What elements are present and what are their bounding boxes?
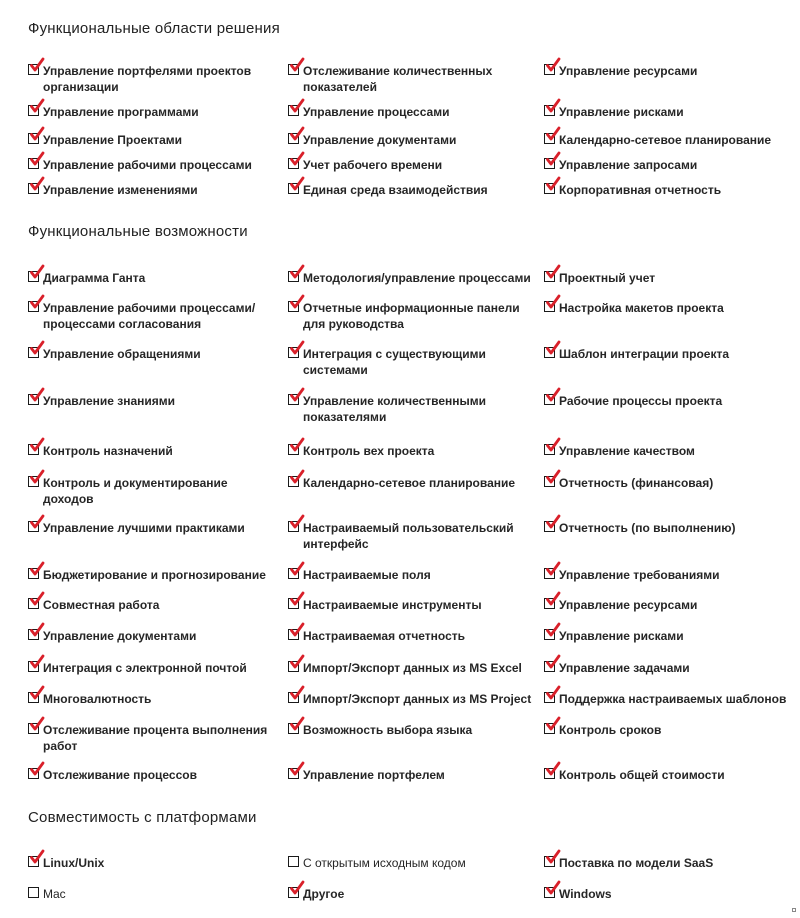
checked-box-icon[interactable] (544, 64, 555, 75)
checklist-item-label: Рабочие процессы проекта (559, 394, 723, 408)
checklist-item-label: Корпоративная отчетность (559, 183, 722, 197)
checked-box-icon[interactable] (544, 629, 555, 640)
checklist-item-label: Управление ресурсами (559, 598, 698, 612)
checked-box-icon[interactable] (544, 521, 555, 532)
checked-box-icon[interactable] (544, 768, 555, 779)
checklist-item-label: Управление изменениями (43, 183, 198, 197)
checked-box-icon[interactable] (288, 158, 299, 169)
checked-box-icon[interactable] (544, 661, 555, 672)
checklist-item-label: Возможность выбора языка (303, 723, 473, 737)
checklist-item-label: Контроль вех проекта (303, 444, 435, 458)
checklist-item-label: Управление лучшими практиками (43, 521, 245, 535)
checklist-item-label: Интеграция с существующими системами (303, 347, 486, 377)
checked-box-icon[interactable] (288, 723, 299, 734)
checklist-item[interactable] (28, 105, 278, 121)
checked-box-icon[interactable] (28, 105, 39, 116)
checklist-item-label: Управление рабочими процессами (43, 158, 252, 172)
checked-box-icon[interactable] (288, 629, 299, 640)
checked-box-icon[interactable] (544, 598, 555, 609)
checklist-item-label: Управление документами (43, 629, 197, 643)
checklist-item[interactable] (288, 347, 538, 378)
checked-box-icon[interactable] (544, 394, 555, 405)
checklist-item-label: Управление задачами (559, 661, 690, 675)
checklist-item-label: Единая среда взаимодействия (303, 183, 488, 197)
corner-marker (792, 908, 796, 912)
checklist-item[interactable] (288, 105, 538, 121)
checklist-item[interactable] (28, 598, 278, 614)
checklist-item-label: Отчетность (по выполнению) (559, 521, 736, 535)
checklist-item[interactable] (28, 887, 278, 903)
checklist-item-label: Windows (559, 887, 612, 901)
checklist-item[interactable] (288, 476, 538, 492)
checklist-item-label: Отслеживание процессов (43, 768, 197, 782)
checked-box-icon[interactable] (288, 476, 299, 487)
checklist-item[interactable] (28, 856, 278, 872)
checklist-item[interactable] (544, 568, 794, 584)
checked-box-icon[interactable] (288, 887, 299, 898)
checked-box-icon[interactable] (544, 856, 555, 867)
checklist-item-label: Контроль и документирование доходов (43, 476, 228, 506)
checked-box-icon[interactable] (288, 568, 299, 579)
checked-box-icon[interactable] (288, 301, 299, 312)
checked-box-icon[interactable] (28, 133, 39, 144)
checklist-item[interactable] (544, 692, 794, 708)
checklist-item[interactable] (544, 301, 794, 317)
checked-box-icon[interactable] (28, 347, 39, 358)
checked-box-icon[interactable] (28, 271, 39, 282)
checklist-item-label: Управление рисками (559, 629, 684, 643)
checklist-item[interactable] (28, 661, 278, 677)
checklist-item[interactable] (544, 105, 794, 121)
checked-box-icon[interactable] (288, 692, 299, 703)
checklist-item[interactable] (288, 768, 538, 784)
checked-box-icon[interactable] (28, 183, 39, 194)
checked-box-icon[interactable] (288, 64, 299, 75)
checked-box-icon[interactable] (28, 856, 39, 867)
checked-box-icon[interactable] (28, 394, 39, 405)
checklist-item[interactable] (544, 476, 794, 492)
checklist-item-label: Настраиваемая отчетность (303, 629, 466, 643)
checked-box-icon[interactable] (288, 183, 299, 194)
checklist-item-label: Linux/Unix (43, 856, 105, 870)
checked-box-icon[interactable] (28, 568, 39, 579)
checklist-item[interactable] (28, 521, 278, 537)
checklist-item[interactable] (28, 629, 278, 645)
checked-box-icon[interactable] (544, 347, 555, 358)
checklist-item-label: Календарно-сетевое планирование (559, 133, 772, 147)
checklist-item[interactable] (544, 183, 794, 199)
checked-box-icon[interactable] (544, 105, 555, 116)
checklist-item[interactable] (544, 347, 794, 363)
checklist-item-label: Управление требованиями (559, 568, 720, 582)
checklist-item-label: Бюджетирование и прогнозирование (43, 568, 266, 582)
checklist-item[interactable] (28, 133, 278, 149)
checklist-item-label: Импорт/Экспорт данных из MS Project (303, 692, 532, 706)
checklist-item-label: Методология/управление процессами (303, 271, 531, 285)
checked-box-icon[interactable] (544, 133, 555, 144)
checked-box-icon[interactable] (28, 158, 39, 169)
checked-box-icon[interactable] (28, 301, 39, 312)
checked-box-icon[interactable] (288, 598, 299, 609)
checklist-item[interactable] (288, 521, 538, 552)
checklist-item[interactable] (288, 629, 538, 645)
checklist-item-label: Настройка макетов проекта (559, 301, 724, 315)
checked-box-icon[interactable] (28, 723, 39, 734)
checklist-item[interactable] (288, 598, 538, 614)
checked-box-icon[interactable] (28, 629, 39, 640)
checklist-item[interactable] (288, 887, 538, 903)
checked-box-icon[interactable] (544, 692, 555, 703)
checklist-item-label: Календарно-сетевое планирование (303, 476, 516, 490)
section-title-platforms: Совместимость с платформами (28, 809, 257, 826)
checked-box-icon[interactable] (288, 347, 299, 358)
checked-box-icon[interactable] (28, 661, 39, 672)
checklist-item-label: Управление документами (303, 133, 457, 147)
checklist-item[interactable] (28, 476, 278, 507)
checked-box-icon[interactable] (544, 723, 555, 734)
checked-box-icon[interactable] (28, 692, 39, 703)
checklist-item[interactable] (288, 158, 538, 174)
checklist-item-label: Настраиваемые инструменты (303, 598, 482, 612)
checklist-item[interactable] (544, 629, 794, 645)
checked-box-icon[interactable] (28, 521, 39, 532)
checked-box-icon[interactable] (288, 768, 299, 779)
checklist-item-label: Управление обращениями (43, 347, 201, 361)
checklist-item-label: Другое (303, 887, 345, 901)
checklist-item-label: Отчетные информационные панели для руководства (303, 301, 520, 331)
checklist-item[interactable] (544, 723, 794, 739)
checklist-item[interactable] (288, 856, 538, 872)
checklist-item-label: Поддержка настраиваемых шаблонов (559, 692, 787, 706)
checklist-item[interactable] (28, 723, 278, 754)
checked-box-icon[interactable] (28, 476, 39, 487)
checked-box-icon[interactable] (288, 394, 299, 405)
checklist-item-label: Управление ресурсами (559, 64, 698, 78)
unchecked-box-icon[interactable] (28, 887, 39, 898)
checklist-item-label: Управление рисками (559, 105, 684, 119)
checked-box-icon[interactable] (544, 476, 555, 487)
checklist-item[interactable] (28, 183, 278, 199)
checked-box-icon[interactable] (28, 64, 39, 75)
checklist-item[interactable] (544, 856, 794, 872)
checklist-item-label: Совместная работа (43, 598, 160, 612)
checked-box-icon[interactable] (28, 768, 39, 779)
checklist-item-label: Управление процессами (303, 105, 450, 119)
checklist-item[interactable] (28, 271, 278, 287)
checked-box-icon[interactable] (288, 661, 299, 672)
checked-box-icon[interactable] (544, 158, 555, 169)
checklist-item[interactable] (28, 158, 278, 174)
checklist-item-label: Отслеживание количественных показателей (303, 64, 493, 94)
checklist-item-label: Проектный учет (559, 271, 656, 285)
checked-box-icon[interactable] (28, 598, 39, 609)
checked-box-icon[interactable] (288, 444, 299, 455)
checklist-item[interactable] (288, 723, 538, 739)
checklist-item[interactable] (544, 133, 794, 149)
checklist-item[interactable] (288, 568, 538, 584)
checklist-item-label: Управление Проектами (43, 133, 183, 147)
checklist-item[interactable] (544, 768, 794, 784)
checklist-item[interactable] (288, 271, 538, 287)
checklist-item-label: Контроль назначений (43, 444, 173, 458)
checklist-item[interactable] (28, 347, 278, 363)
checklist-item-label: Управление рабочими процессами/процессами согласования (43, 301, 256, 331)
checklist-item[interactable] (28, 444, 278, 460)
checked-box-icon[interactable] (544, 301, 555, 312)
checklist-item[interactable] (28, 64, 278, 95)
checklist-item[interactable] (28, 394, 278, 410)
checked-box-icon[interactable] (544, 568, 555, 579)
checklist-item[interactable] (544, 444, 794, 460)
unchecked-box-icon[interactable] (288, 856, 299, 867)
checklist-item[interactable] (544, 394, 794, 410)
checklist-item-label: Управление запросами (559, 158, 698, 172)
checklist-item-label: Контроль общей стоимости (559, 768, 725, 782)
checklist-item[interactable] (544, 158, 794, 174)
checked-box-icon[interactable] (544, 444, 555, 455)
checklist-item-label: Контроль сроков (559, 723, 662, 737)
checklist-item[interactable] (288, 133, 538, 149)
checklist-item-label: Поставка по модели SaaS (559, 856, 714, 870)
checklist-item[interactable] (544, 64, 794, 80)
checklist-item-label: Управление портфелем (303, 768, 445, 782)
checklist-item[interactable] (288, 692, 538, 708)
checklist-item-label: Шаблон интеграции проекта (559, 347, 730, 361)
checked-box-icon[interactable] (288, 271, 299, 282)
checked-box-icon[interactable] (28, 444, 39, 455)
checklist-item-label: Отчетность (финансовая) (559, 476, 714, 490)
checked-box-icon[interactable] (544, 887, 555, 898)
checklist-item-label: Mac (43, 887, 66, 901)
checklist-item[interactable] (288, 64, 538, 95)
checklist-item-label: Управление программами (43, 105, 199, 119)
checklist-item[interactable] (544, 887, 794, 903)
checklist-item[interactable] (288, 301, 538, 332)
checklist-item-label: С открытым исходным кодом (303, 856, 466, 870)
section-title-capabilities: Функциональные возможности (28, 223, 248, 240)
checked-box-icon[interactable] (288, 133, 299, 144)
checklist-item[interactable] (28, 768, 278, 784)
checklist-item-label: Управление знаниями (43, 394, 176, 408)
checklist-item[interactable] (28, 692, 278, 708)
checklist-item[interactable] (288, 183, 538, 199)
checklist-item-label: Управление портфелями проектов организации (43, 64, 252, 94)
checklist-item[interactable] (28, 568, 278, 584)
checklist-item-label: Многовалютность (43, 692, 152, 706)
checklist-item-label: Управление количественными показателями (303, 394, 487, 424)
checklist-item[interactable] (288, 661, 538, 677)
checklist-item[interactable] (288, 394, 538, 425)
checklist-item[interactable] (544, 521, 794, 537)
checklist-item-label: Настраиваемый пользовательский интерфейс (303, 521, 514, 551)
checked-box-icon[interactable] (288, 521, 299, 532)
checklist-item[interactable] (544, 661, 794, 677)
checklist-item-label: Интеграция с электронной почтой (43, 661, 247, 675)
checklist-item-label: Отслеживание процента выполнения работ (43, 723, 268, 753)
checklist-item-label: Управление качеством (559, 444, 695, 458)
section-title-solution-areas: Функциональные области решения (28, 20, 280, 37)
checklist-item[interactable] (544, 271, 794, 287)
checklist-item-label: Учет рабочего времени (303, 158, 443, 172)
checked-box-icon[interactable] (544, 183, 555, 194)
checklist-item[interactable] (288, 444, 538, 460)
checklist-item-label: Диаграмма Ганта (43, 271, 146, 285)
checklist-item[interactable] (544, 598, 794, 614)
checklist-item[interactable] (28, 301, 278, 332)
checklist-item-label: Настраиваемые поля (303, 568, 431, 582)
checked-box-icon[interactable] (544, 271, 555, 282)
checklist-item-label: Импорт/Экспорт данных из MS Excel (303, 661, 522, 675)
checked-box-icon[interactable] (288, 105, 299, 116)
